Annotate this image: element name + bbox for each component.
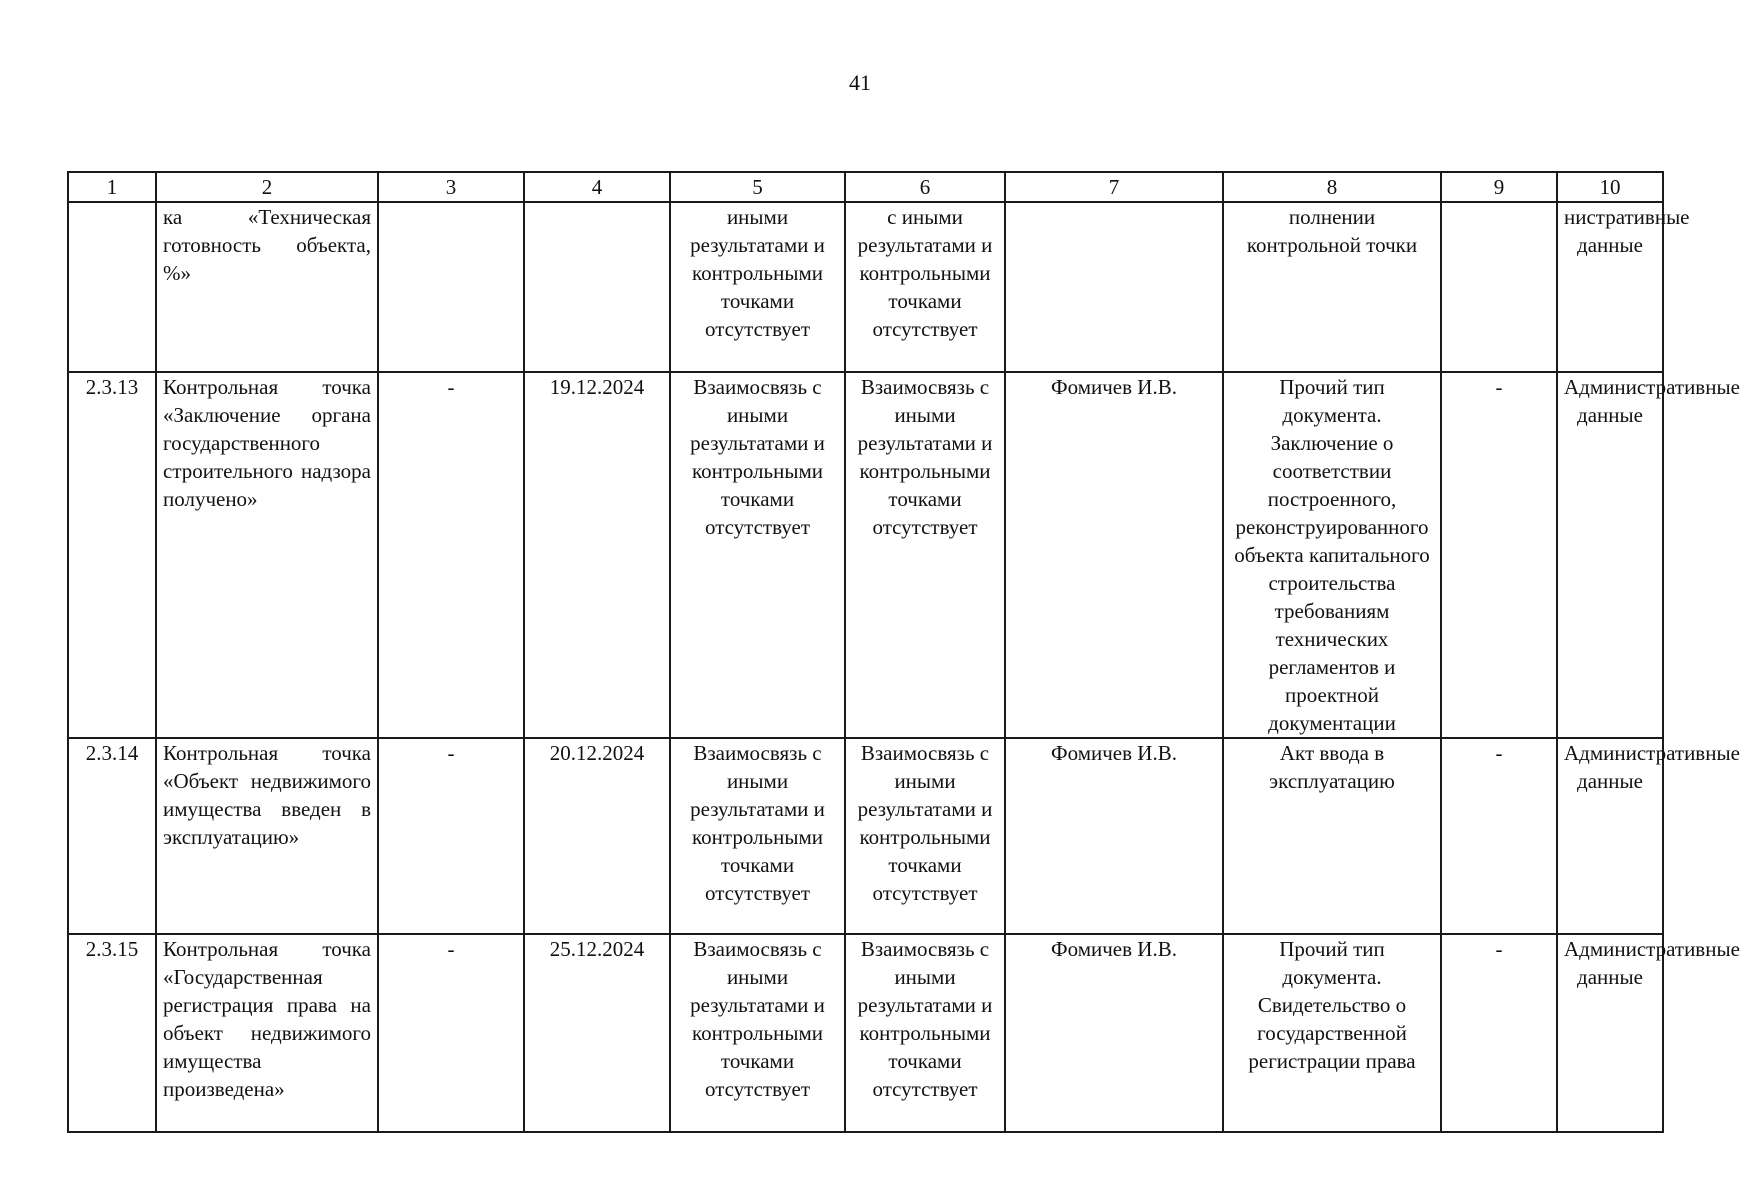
row-name: Контрольная точка «Государственная регистрация права на объект недвижимого имущества произведена» [156, 934, 378, 1132]
row-col3 [378, 202, 524, 372]
row-number: 2.3.14 [68, 738, 156, 934]
row-date: 19.12.2024 [524, 372, 670, 738]
page-number: 41 [849, 70, 871, 95]
row-number: 2.3.13 [68, 372, 156, 738]
row-source: Административные данные [1557, 738, 1663, 934]
table-row [68, 202, 1663, 372]
row-document: Акт ввода в эксплуатацию [1223, 738, 1441, 934]
row-link-points: с иными результатами и контрольными точками отсутствует [845, 202, 1005, 372]
table-row [68, 372, 1663, 738]
row-responsible: Фомичев И.В. [1005, 738, 1223, 934]
row-col9: - [1441, 738, 1557, 934]
column-header: 9 [1441, 172, 1557, 202]
row-date: 20.12.2024 [524, 738, 670, 934]
row-col9 [1441, 202, 1557, 372]
row-col3: - [378, 934, 524, 1132]
row-source: Административные данные [1557, 372, 1663, 738]
table-header-row [68, 172, 1663, 202]
document-table [67, 171, 1740, 1133]
row-name: ка «Техническая готовность объекта, %» [156, 202, 378, 372]
row-link-results: Взаимосвязь с иными результатами и контрольными точками отсутствует [670, 738, 845, 934]
column-header: 1 [68, 172, 156, 202]
row-source: Административные данные [1557, 934, 1663, 1132]
row-responsible [1005, 202, 1223, 372]
row-col9: - [1441, 934, 1557, 1132]
column-header: 7 [1005, 172, 1223, 202]
row-name: Контрольная точка «Заключение органа государственного строительного надзора получено» [156, 372, 378, 738]
table-row [68, 934, 1663, 1132]
row-link-points: Взаимосвязь с иными результатами и контрольными точками отсутствует [845, 738, 1005, 934]
row-responsible: Фомичев И.В. [1005, 372, 1223, 738]
row-link-points: Взаимосвязь с иными результатами и контрольными точками отсутствует [845, 934, 1005, 1132]
row-date: 25.12.2024 [524, 934, 670, 1132]
row-responsible: Фомичев И.В. [1005, 934, 1223, 1132]
row-document: Прочий тип документа. Свидетельство о государственной регистрации права [1223, 934, 1441, 1132]
column-header: 10 [1557, 172, 1663, 202]
row-link-results: Взаимосвязь с иными результатами и контрольными точками отсутствует [670, 372, 845, 738]
column-header: 3 [378, 172, 524, 202]
row-document: Прочий тип документа. Заключение о соответствии построенного, реконструированного объекта капитального строительства требованиям технических регламентов и проектной документации [1223, 372, 1441, 738]
row-document: полнении контрольной точки [1223, 202, 1441, 372]
column-header: 6 [845, 172, 1005, 202]
row-link-points: Взаимосвязь с иными результатами и контрольными точками отсутствует [845, 372, 1005, 738]
row-number [68, 202, 156, 372]
row-col3: - [378, 372, 524, 738]
row-date [524, 202, 670, 372]
row-col3: - [378, 738, 524, 934]
row-name: Контрольная точка «Объект недвижимого имущества введен в эксплуатацию» [156, 738, 378, 934]
column-header: 2 [156, 172, 378, 202]
row-link-results: Взаимосвязь с иными результатами и контрольными точками отсутствует [670, 934, 845, 1132]
table-row [68, 738, 1663, 934]
column-header: 5 [670, 172, 845, 202]
row-number: 2.3.15 [68, 934, 156, 1132]
column-header: 4 [524, 172, 670, 202]
column-header: 8 [1223, 172, 1441, 202]
row-col9: - [1441, 372, 1557, 738]
row-source: нистративные данные [1557, 202, 1663, 372]
row-link-results: иными результатами и контрольными точками отсутствует [670, 202, 845, 372]
